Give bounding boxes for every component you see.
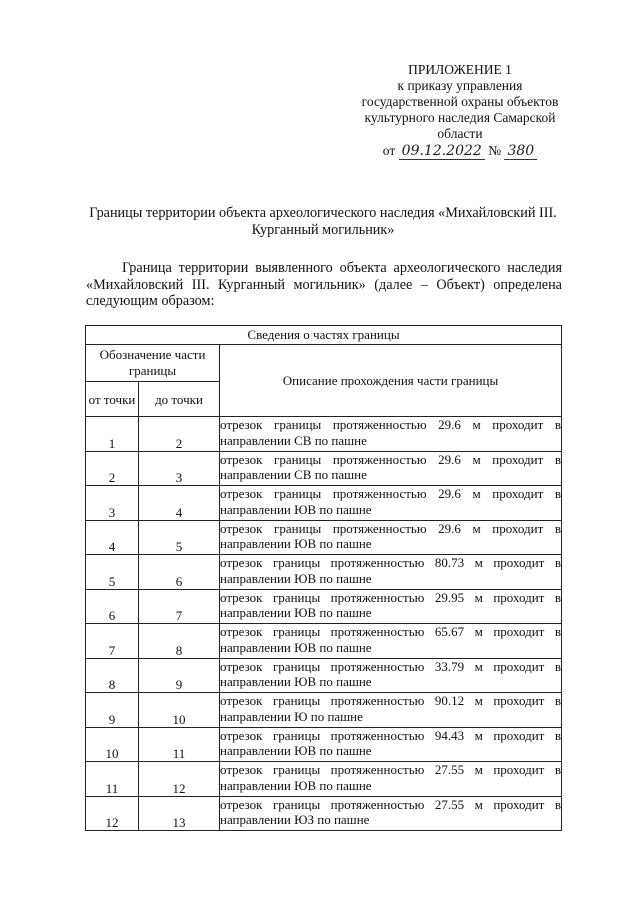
table-row	[86, 796, 562, 831]
table-caption-row	[86, 326, 562, 345]
row-from-point: 7	[86, 624, 139, 659]
boundary-table	[85, 325, 562, 831]
row-to-point: 4	[139, 486, 220, 521]
row-to-point: 13	[139, 796, 220, 831]
row-description: отрезок границы протяженностью 29.95 м проходит в направлении ЮВ по пашне	[220, 589, 562, 624]
document-title: Границы территории объекта археологического наследия «Михайловский III. Курганный могильник»	[89, 205, 557, 238]
order-date-line	[360, 143, 560, 159]
row-from-point: 3	[86, 486, 139, 521]
row-to-point: 11	[139, 727, 220, 762]
appendix-line-2: государственной охраны объектов	[361, 94, 559, 109]
table-row	[86, 589, 562, 624]
row-from-point: 9	[86, 693, 139, 728]
row-to-point: 9	[139, 658, 220, 693]
table-row	[86, 762, 562, 797]
row-from-point: 8	[86, 658, 139, 693]
table-row	[86, 693, 562, 728]
row-description: отрезок границы протяженностью 27.55 м проходит в направлении ЮВ по пашне	[220, 762, 562, 797]
row-description: отрезок границы протяженностью 27.55 м проходит в направлении ЮЗ по пашне	[220, 796, 562, 831]
appendix-line-4: области	[437, 126, 483, 141]
row-description: отрезок границы протяженностью 94.43 м проходит в направлении ЮВ по пашне	[220, 727, 562, 762]
order-number: 380	[504, 143, 537, 160]
row-description: отрезок границы протяженностью 29.6 м проходит в направлении СВ по пашне	[220, 417, 562, 452]
table-row	[86, 555, 562, 590]
row-to-point: 12	[139, 762, 220, 797]
row-description: отрезок границы протяженностью 29.6 м проходит в направлении ЮВ по пашне	[220, 486, 562, 521]
row-from-point: 4	[86, 520, 139, 555]
order-date: 09.12.2022	[399, 143, 485, 160]
appendix-header	[360, 62, 560, 159]
from-header: от точки	[86, 382, 139, 417]
row-description: отрезок границы протяженностью 80.73 м проходит в направлении ЮВ по пашне	[220, 555, 562, 590]
appendix-line-1: к приказу управления	[397, 78, 523, 93]
row-to-point: 6	[139, 555, 220, 590]
table-row	[86, 520, 562, 555]
row-from-point: 6	[86, 589, 139, 624]
mark-header: Обозначение части границы	[86, 345, 220, 382]
date-prefix: от	[382, 143, 396, 158]
row-from-point: 10	[86, 727, 139, 762]
row-to-point: 3	[139, 451, 220, 486]
row-from-point: 5	[86, 555, 139, 590]
intro-paragraph: Граница территории выявленного объекта археологического наследия «Михайловский III. Курганный могильник» (далее – Объект) определена следующим образом:	[86, 260, 562, 309]
row-to-point: 5	[139, 520, 220, 555]
table-caption: Сведения о частях границы	[86, 326, 562, 345]
table-row	[86, 451, 562, 486]
row-to-point: 10	[139, 693, 220, 728]
row-to-point: 8	[139, 624, 220, 659]
row-to-point: 2	[139, 417, 220, 452]
number-sign: №	[488, 143, 502, 158]
row-description: отрезок границы протяженностью 90.12 м проходит в направлении Ю по пашне	[220, 693, 562, 728]
row-from-point: 1	[86, 417, 139, 452]
appendix-line-3: культурного наследия Самарской	[364, 110, 556, 125]
table-row	[86, 658, 562, 693]
appendix-title: ПРИЛОЖЕНИЕ 1	[408, 62, 512, 77]
row-description: отрезок границы протяженностью 65.67 м проходит в направлении ЮВ по пашне	[220, 624, 562, 659]
row-to-point: 7	[139, 589, 220, 624]
row-from-point: 11	[86, 762, 139, 797]
table-row	[86, 624, 562, 659]
table-row	[86, 486, 562, 521]
table-row	[86, 417, 562, 452]
row-from-point: 12	[86, 796, 139, 831]
table-header-row	[86, 345, 562, 382]
row-description: отрезок границы протяженностью 33.79 м проходит в направлении ЮВ по пашне	[220, 658, 562, 693]
row-from-point: 2	[86, 451, 139, 486]
table-row	[86, 727, 562, 762]
row-description: отрезок границы протяженностью 29.6 м проходит в направлении СВ по пашне	[220, 451, 562, 486]
row-description: отрезок границы протяженностью 29.6 м проходит в направлении ЮВ по пашне	[220, 520, 562, 555]
to-header: до точки	[139, 382, 220, 417]
desc-header: Описание прохождения части границы	[220, 345, 562, 417]
